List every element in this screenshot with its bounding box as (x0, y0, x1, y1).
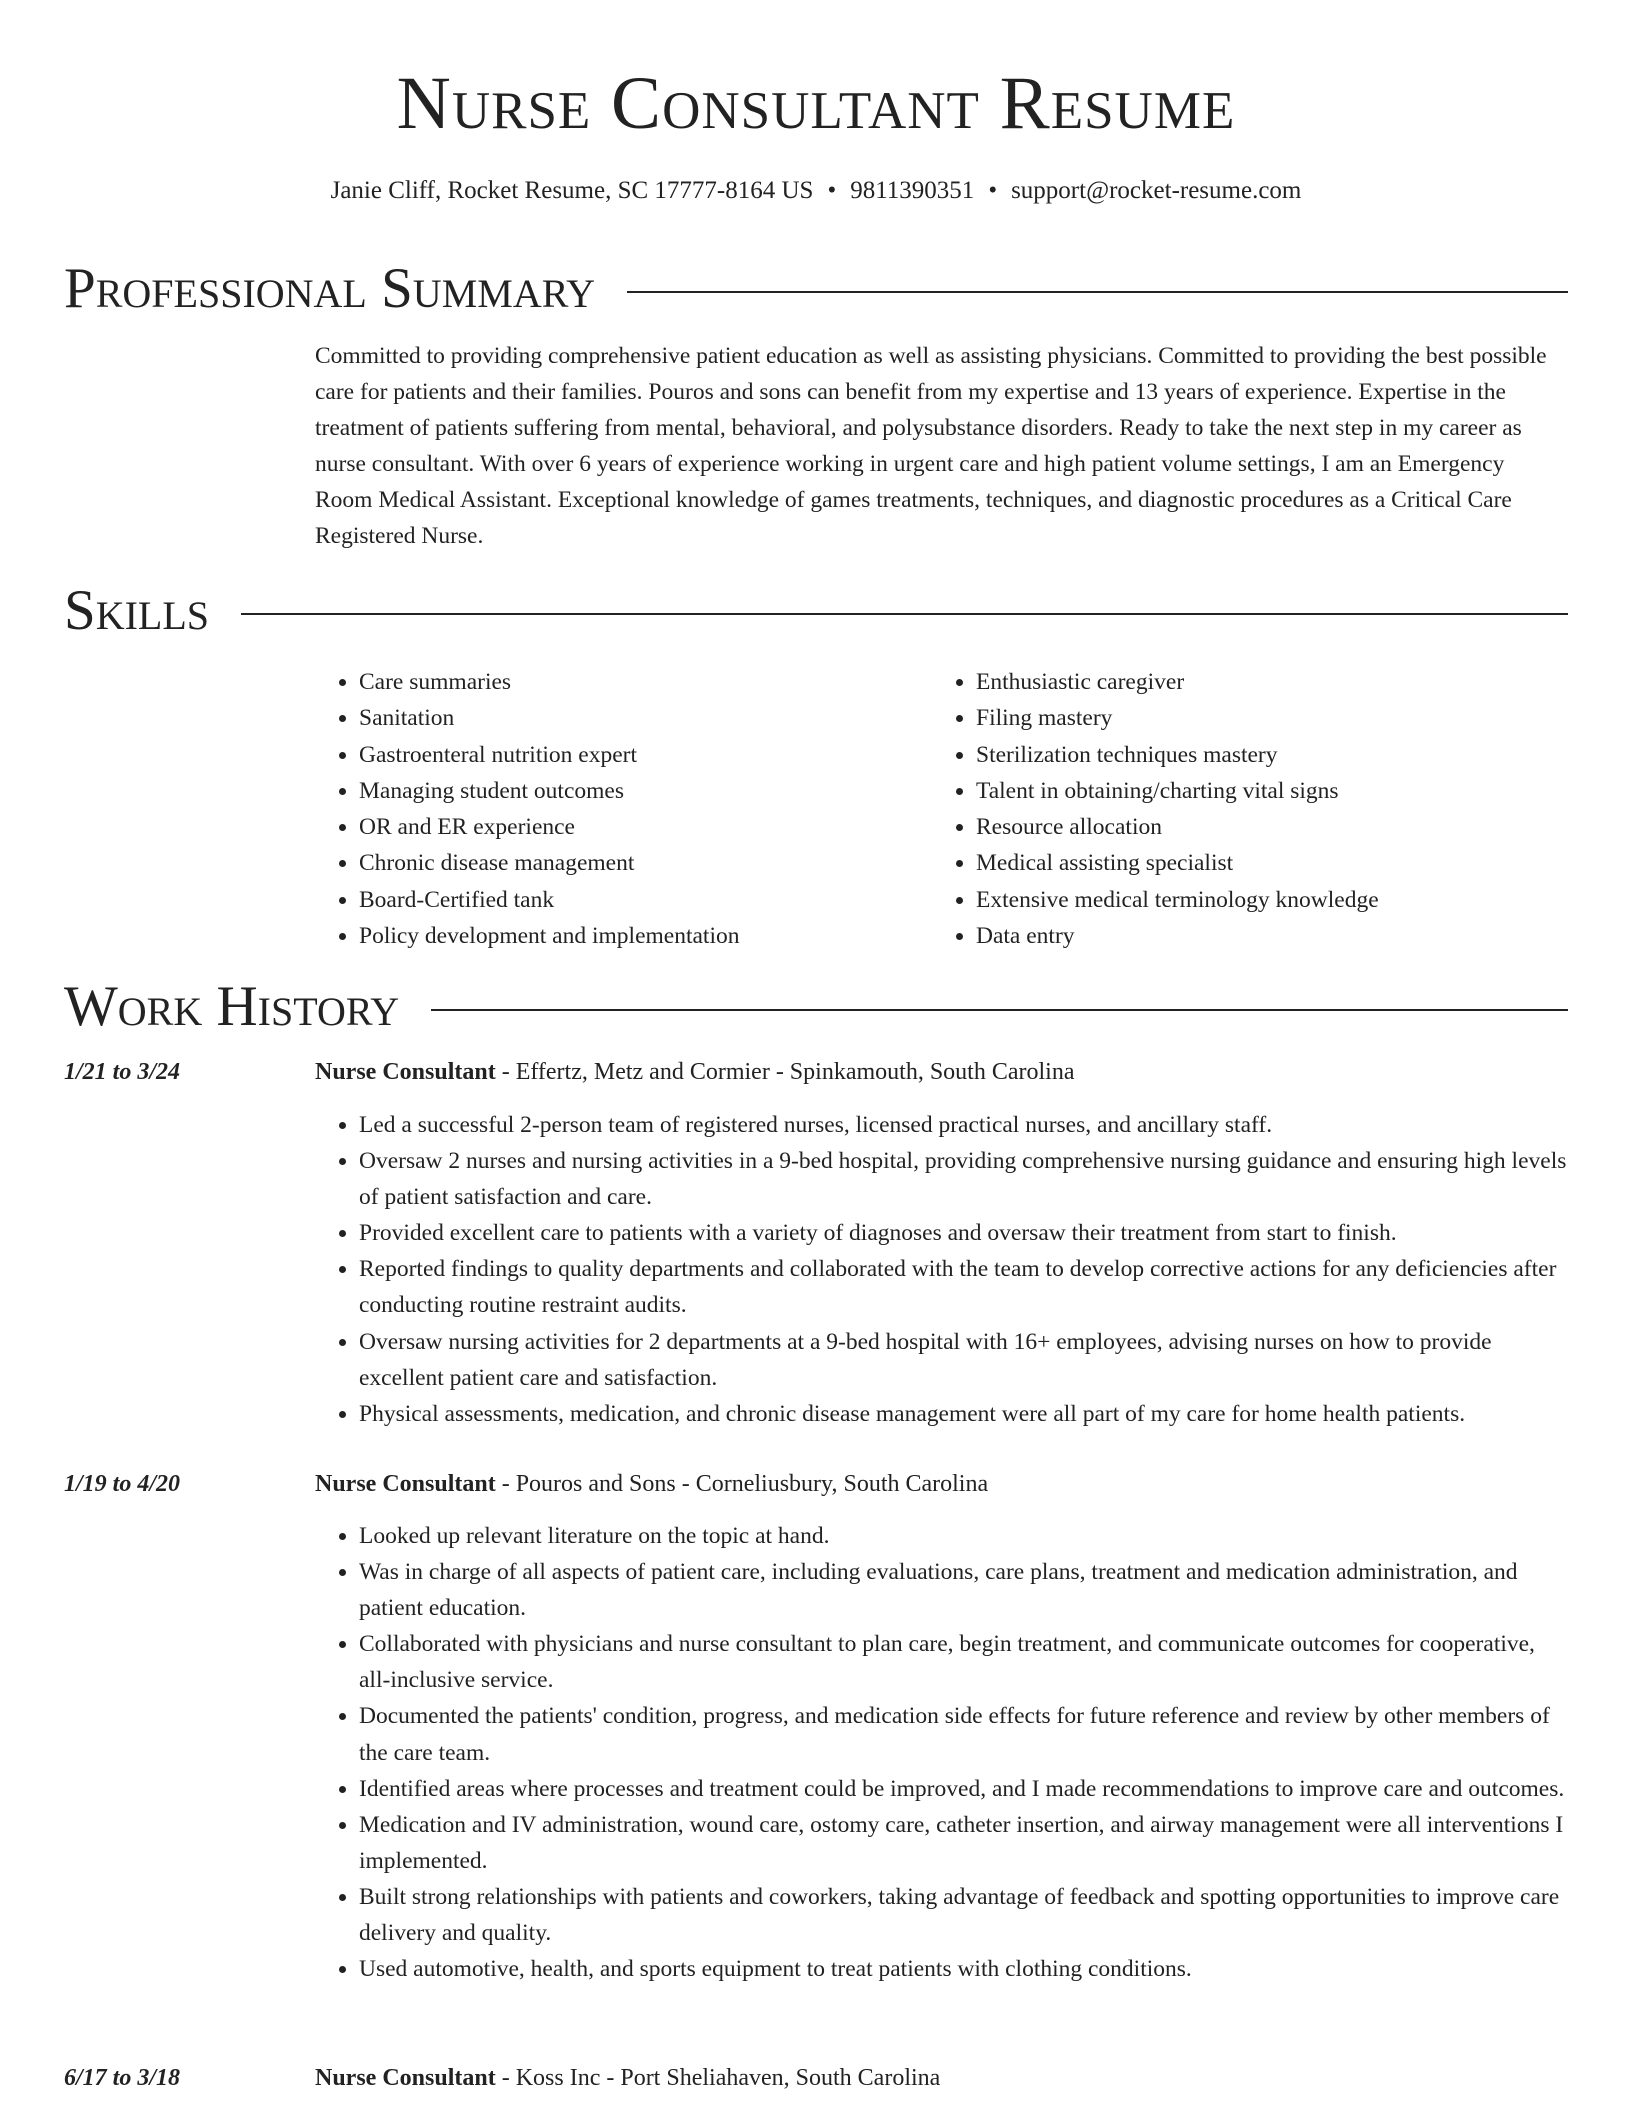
job-bullet: • Oversaw 2 nurses and nursing activities in a 9-bed hospital, providing comprehensive nursing guidance and ensuring high levels of patient satisfaction and care. (359, 1143, 1568, 1215)
skill-item: • Medical assisting specialist (976, 845, 1549, 881)
skill-item: • Care summaries (359, 664, 932, 700)
contact-address: Janie Cliff, Rocket Resume, SC 17777-8164 US (330, 177, 814, 204)
job-bullet: • Looked up relevant literature on the topic at hand. (359, 1518, 1568, 1554)
job-bullet: • Medication and IV administration, wound care, ostomy care, catheter insertion, and airway management were all interventions I implemented. (359, 1807, 1568, 1879)
skill-item: • Sterilization techniques mastery (976, 737, 1549, 773)
skill-item: • Data entry (976, 918, 1549, 954)
job-bullet: • Led a successful 2-person team of registered nurses, licensed practical nurses, and ancillary staff. (359, 1107, 1568, 1143)
job-bullets (315, 1518, 1568, 1987)
job-heading (315, 1466, 988, 1502)
job-bullet: • Reported findings to quality departments and collaborated with the team to develop corrective actions for any deficiencies after conducting routine restraint audits. (359, 1251, 1568, 1323)
skills-heading: Skills (64, 579, 210, 642)
job-title: Nurse Consultant (315, 2065, 496, 2091)
job-heading (315, 2060, 940, 2096)
work-heading: Work History (64, 975, 400, 1038)
skill-item: • Talent in obtaining/charting vital signs (976, 773, 1549, 809)
skill-item: • Extensive medical terminology knowledge (976, 882, 1549, 918)
job-dates: 6/17 to 3/18 (64, 2065, 181, 2091)
contact-email: support@rocket-resume.com (1011, 177, 1302, 204)
job-dates: 1/21 to 3/24 (64, 1059, 181, 1085)
contact-separator: • (988, 177, 998, 204)
job-bullets (315, 1107, 1568, 1432)
skill-item: • Chronic disease management (359, 845, 932, 881)
job-dates: 1/19 to 4/20 (64, 1471, 181, 1497)
job-bullet: • Oversaw nursing activities for 2 departments at a 9-bed hospital with 16+ employees, advising nurses on how to provide excellent patient care and satisfaction. (359, 1324, 1568, 1396)
job-bullet: • Documented the patients' condition, progress, and medication side effects for future reference and review by other members of the care team. (359, 1698, 1568, 1770)
job-bullet: • Collaborated with physicians and nurse consultant to plan care, begin treatment, and communicate outcomes for cooperative, all-inclusive service. (359, 1626, 1568, 1698)
contact-line (0, 174, 1632, 208)
job-employer: - Koss Inc - Port Sheliahaven, South Carolina (495, 2065, 941, 2091)
work-section-header (64, 974, 1568, 1040)
job-employer: - Effertz, Metz and Cormier - Spinkamouth, South Carolina (495, 1059, 1075, 1085)
section-divider (431, 1009, 1568, 1011)
skill-item: • Board-Certified tank (359, 882, 932, 918)
skills-column-right (932, 664, 1549, 954)
skill-item: • Gastroenteral nutrition expert (359, 737, 932, 773)
skills-section-header (64, 578, 1568, 644)
skills-list (315, 664, 1565, 954)
job-bullet: • Used automotive, health, and sports equipment to treat patients with clothing conditions. (359, 1951, 1568, 1987)
job-bullet: • Identified areas where processes and treatment could be improved, and I made recommendations to improve care and outcomes. (359, 1771, 1568, 1807)
summary-heading: Professional Summary (64, 257, 596, 320)
job-title: Nurse Consultant (315, 1059, 496, 1085)
skill-item: • OR and ER experience (359, 809, 932, 845)
skill-item: • Policy development and implementation (359, 918, 932, 954)
job-title: Nurse Consultant (315, 1471, 496, 1497)
skill-item: • Resource allocation (976, 809, 1549, 845)
resume-title: Nurse Consultant Resume (396, 62, 1236, 145)
job-employer: - Pouros and Sons - Corneliusbury, South Carolina (495, 1471, 989, 1497)
job-bullet: • Physical assessments, medication, and chronic disease management were all part of my care for home health patients. (359, 1396, 1568, 1432)
summary-section-header (64, 256, 1568, 322)
skill-item: • Managing student outcomes (359, 773, 932, 809)
skills-column-left (315, 664, 932, 954)
job-bullet: • Provided excellent care to patients with a variety of diagnoses and oversaw their treatment from start to finish. (359, 1215, 1568, 1251)
job-bullet: • Was in charge of all aspects of patient care, including evaluations, care plans, treatment and medication administration, and patient education. (359, 1554, 1568, 1626)
skill-item: • Sanitation (359, 700, 932, 736)
contact-phone: 9811390351 (850, 177, 975, 204)
section-divider (241, 613, 1568, 615)
skill-item: • Enthusiastic caregiver (976, 664, 1549, 700)
summary-text: Committed to providing comprehensive patient education as well as assisting physicians. Committed to providing the best possible care for patients and their families. Pouros and sons can benefit from my expertise and 13 years of experience. Expertise in the treatment of patients suffering from mental, behavioral, and polysubstance disorders. Ready to take the next step in my career as nurse consultant. With over 6 years of experience working in urgent care and high patient volume settings, I am an Emergency Room Medical Assistant. Exceptional knowledge of games treatments, techniques, and diagnostic procedures as a Critical Care Registered Nurse. (315, 343, 1547, 549)
job-bullet: • Built strong relationships with patients and coworkers, taking advantage of feedback and spotting opportunities to improve care delivery and quality. (359, 1879, 1568, 1951)
job-heading (315, 1054, 1074, 1090)
skill-item: • Filing mastery (976, 700, 1549, 736)
contact-separator: • (827, 177, 837, 204)
section-divider (627, 291, 1568, 293)
